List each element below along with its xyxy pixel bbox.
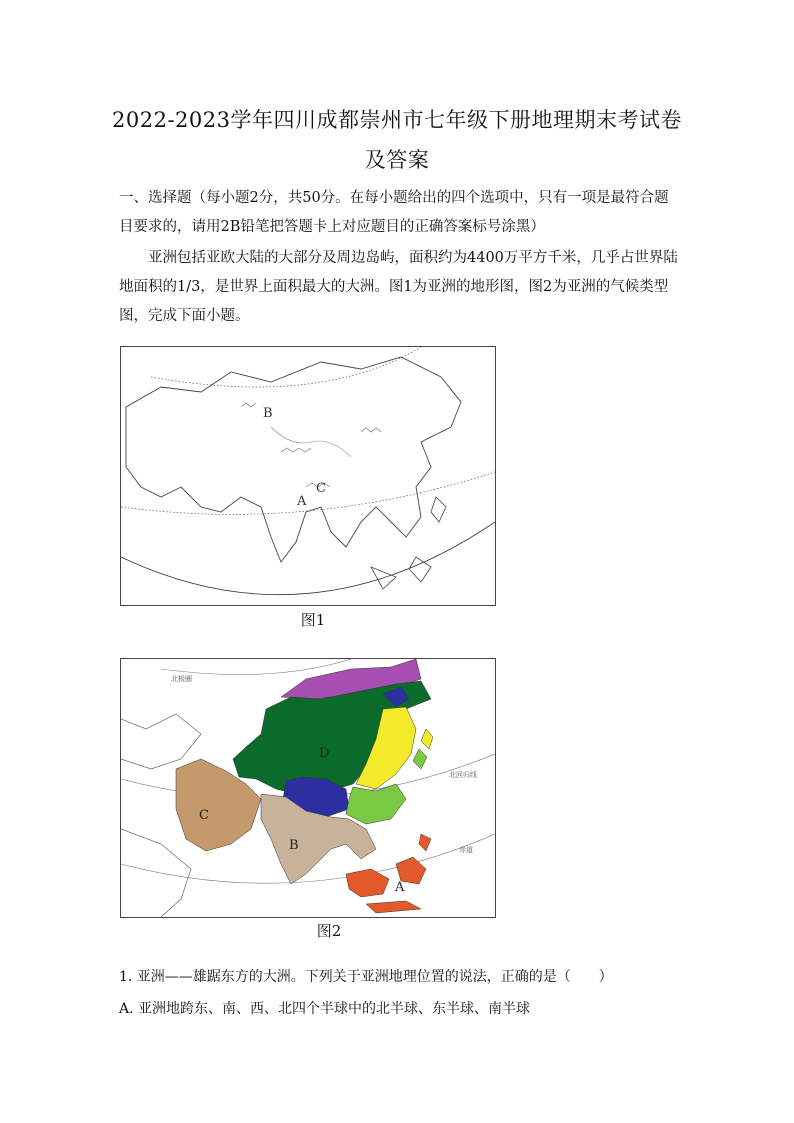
- question1-stem: 1. 亚洲——雄踞东方的大洲。下列关于亚洲地理位置的说法，正确的是（ ）: [119, 969, 613, 985]
- fig2-equator-label: 赤道: [459, 846, 473, 854]
- fig1-label-a: A: [297, 494, 307, 509]
- fig2-label-d: D: [319, 746, 330, 761]
- section-heading: 一、选择题（每小题2分，共50分。在每小题给出的四个选项中，只有一项是最符合题目要求的，请用2B铅笔把答题卡上对应题目的正确答案标号涂黑）: [119, 190, 669, 235]
- fig2-label-b: B: [289, 838, 299, 853]
- fig2-label-a: A: [395, 880, 405, 895]
- figure2-climate-map: [120, 658, 496, 918]
- fig1-label-b: B: [263, 406, 273, 421]
- fig2-tropic-label: 北回归线: [449, 771, 477, 779]
- fig2-region-subtropical-monsoon: [346, 784, 406, 824]
- exam-title-line2: 及答案: [364, 148, 430, 172]
- exam-title-line1: 2022-2023学年四川成都崇州市七年级下册地理期末考试卷: [112, 108, 682, 132]
- figure1-topographic-map: [120, 346, 496, 606]
- fig1-label-c: C: [316, 481, 326, 496]
- fig2-region-tropical-rainforest: [346, 869, 389, 897]
- fig2-label-c: C: [199, 808, 209, 823]
- intro-paragraph: 亚洲包括亚欧大陆的大部分及周边岛屿，面积约为4400万平方千米，几乎占世界陆地面积的1/3，是世界上面积最大的大洲。图1为亚洲的地形图，图2为亚洲的气候类型图，完成下面小题。: [119, 250, 678, 324]
- figure2-caption: 图2: [316, 922, 342, 940]
- figure1-caption: 图1: [300, 611, 326, 629]
- question1-option-a[interactable]: A. 亚洲地跨东、南、西、北四个半球中的北半球、东半球、南半球: [119, 1001, 531, 1017]
- fig2-arctic-circle-label: 北极圈: [171, 675, 192, 683]
